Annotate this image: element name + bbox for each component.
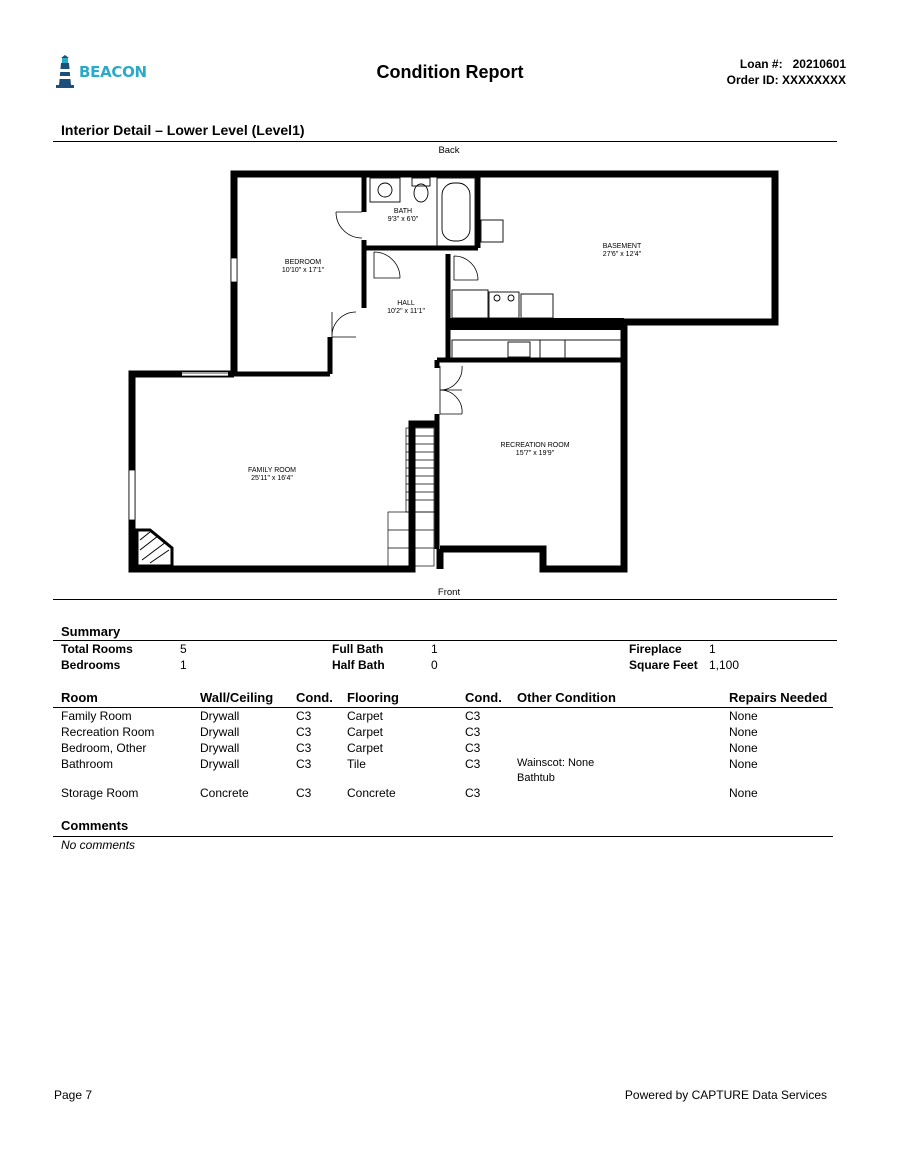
table-cell: Drywall: [200, 709, 240, 723]
fireplace-label: Fireplace: [629, 642, 682, 656]
header-other-condition: Other Condition: [517, 690, 616, 705]
windows: [132, 258, 234, 520]
header-flooring: Flooring: [347, 690, 399, 705]
table-cell: C3: [465, 786, 481, 800]
full-bath-value: 1: [431, 642, 438, 656]
loan-label: Loan #:: [739, 57, 783, 71]
header-wall-ceiling: Wall/Ceiling: [200, 690, 274, 705]
room-name-bedroom: BEDROOM: [284, 259, 322, 266]
comments-divider: [53, 836, 833, 837]
room-dims-hall: 10'2" x 11'1": [387, 308, 425, 315]
total-rooms-label: Total Rooms: [61, 642, 133, 656]
table-cell: C3: [465, 725, 481, 739]
order-value: XXXXXXXX: [781, 73, 846, 87]
doors: [182, 212, 478, 414]
section-title: Interior Detail – Lower Level (Level1): [61, 122, 305, 138]
total-rooms-value: 5: [180, 642, 187, 656]
room-dims-recreation-room: 15'7" x 19'9": [515, 450, 555, 457]
room-dims-basement: 27'6" x 12'4": [602, 251, 642, 258]
table-cell: C3: [296, 725, 312, 739]
loan-info: [727, 56, 846, 88]
interior-walls: [234, 174, 624, 549]
table-cell: C3: [465, 757, 481, 771]
room-name-recreation-room: RECREATION ROOM: [500, 442, 570, 449]
table-cell: Concrete: [200, 786, 249, 800]
front-label: Front: [437, 587, 461, 598]
logo-text: BEACON: [79, 63, 147, 81]
comments-text: No comments: [61, 838, 136, 852]
fireplace-icon: [137, 530, 172, 566]
table-cell-extra: Bathtub: [517, 772, 555, 784]
table-cell: Concrete: [347, 786, 396, 800]
table-cell: Bedroom, Other: [61, 741, 147, 755]
page-number: Page 7: [54, 1088, 93, 1102]
table-cell: C3: [465, 741, 481, 755]
floorplan-divider: [53, 599, 837, 600]
header-floor-cond: Cond.: [465, 690, 502, 705]
room-name-hall: HALL: [397, 300, 415, 307]
table-cell: Storage Room: [61, 786, 139, 800]
page-title: Condition Report: [376, 62, 524, 82]
summary-divider: [53, 640, 837, 641]
table-cell: None: [729, 741, 758, 755]
table-cell: None: [729, 725, 758, 739]
half-bath-value: 0: [431, 658, 438, 672]
room-name-bath: BATH: [393, 208, 413, 215]
room-dims-family-room: 25'11" x 16'4": [251, 475, 293, 482]
table-cell: Drywall: [200, 757, 240, 771]
table-cell: Family Room: [61, 709, 132, 723]
table-cell: Recreation Room: [61, 725, 155, 739]
header-room: Room: [61, 690, 98, 705]
table-header-divider: [53, 707, 833, 708]
table-cell: Carpet: [347, 709, 384, 723]
table-cell: C3: [296, 786, 312, 800]
square-feet-label: Square Feet: [629, 658, 698, 672]
exterior-walls: [132, 174, 775, 569]
table-cell: Drywall: [200, 741, 240, 755]
table-cell: None: [729, 757, 758, 771]
full-bath-label: Full Bath: [332, 642, 384, 656]
summary-title: Summary: [61, 624, 121, 639]
beam: [448, 318, 624, 330]
powered-by: Powered by CAPTURE Data Services: [624, 1088, 827, 1102]
room-name-basement: BASEMENT: [602, 243, 642, 250]
room-dims-bedroom: 10'10" x 17'1": [281, 267, 325, 274]
table-cell: Bathroom: [61, 757, 114, 771]
table-cell: C3: [296, 741, 312, 755]
bedrooms-value: 1: [180, 658, 187, 672]
bedrooms-label: Bedrooms: [61, 658, 121, 672]
half-bath-label: Half Bath: [332, 658, 385, 672]
table-cell: Wainscot: None: [517, 757, 595, 769]
header-wall-cond: Cond.: [296, 690, 333, 705]
comments-title: Comments: [61, 818, 129, 833]
order-label: Order ID:: [726, 73, 779, 87]
table-cell: Carpet: [347, 741, 384, 755]
fireplace-value: 1: [709, 642, 716, 656]
back-label: Back: [438, 145, 460, 156]
room-dims-bath: 9'3" x 6'0": [387, 216, 419, 223]
table-cell: C3: [465, 709, 481, 723]
square-feet-value: 1,100: [709, 658, 740, 672]
table-cell: C3: [296, 757, 312, 771]
table-cell: Drywall: [200, 725, 240, 739]
table-cell: None: [729, 786, 758, 800]
room-name-family-room: FAMILY ROOM: [248, 467, 296, 474]
table-cell: None: [729, 709, 758, 723]
table-cell: Tile: [347, 757, 366, 771]
header-repairs-needed: Repairs Needed: [729, 690, 828, 705]
bath-fixtures: [370, 178, 503, 246]
table-cell: Carpet: [347, 725, 384, 739]
loan-value: 20210601: [792, 57, 846, 71]
table-cell: C3: [296, 709, 312, 723]
floor-plan: [53, 140, 843, 602]
